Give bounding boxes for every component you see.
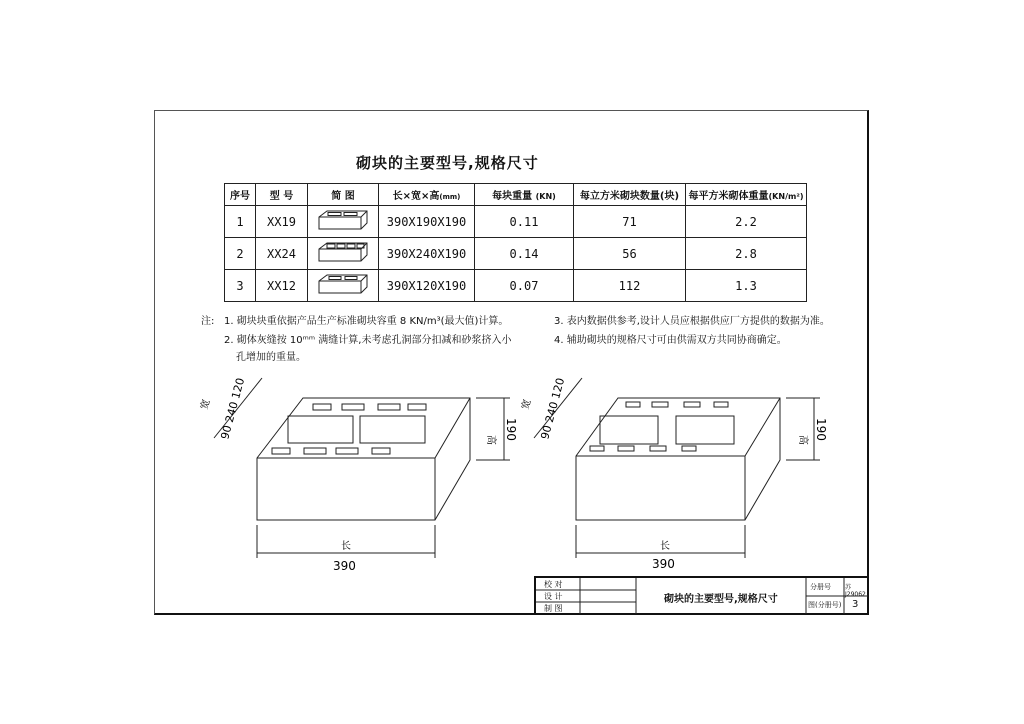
right-height-value: 190 [814, 418, 828, 441]
cell-area-weight: 1.3 [686, 270, 807, 302]
cell-size: 390X240X190 [379, 238, 475, 270]
note-2-cont: 孔增加的重量。 [236, 352, 306, 363]
cell-size: 390X190X190 [379, 206, 475, 238]
cell-weight: 0.07 [475, 270, 574, 302]
left-width-values: 90 240 120 [218, 376, 248, 441]
right-height-label: 高 [797, 435, 808, 445]
cell-model: XX12 [256, 270, 308, 302]
header-count: 每立方米砌块数量(块) [574, 184, 686, 206]
right-width-label: 宽 [520, 398, 534, 411]
left-length-value: 390 [333, 559, 356, 573]
right-length-value: 390 [652, 557, 675, 571]
left-length-label: 长 [341, 541, 351, 552]
right-length-label: 长 [660, 541, 670, 552]
left-height-value: 190 [504, 418, 518, 441]
title-block-page-label: 图(分册号) [808, 601, 842, 609]
right-width-values: 90 240 120 [538, 376, 568, 441]
header-no: 序号 [225, 184, 256, 206]
right-block-drawing [534, 378, 820, 558]
header-weight: 每块重量 (KN) [475, 184, 574, 206]
note-1: 1. 砌块块重依据产品生产标准砌块容重 8 KN/m³(最大值)计算。 [224, 316, 509, 327]
header-size: 长×宽×高(mm) [379, 184, 475, 206]
cell-weight: 0.14 [475, 238, 574, 270]
page-title: 砌块的主要型号,规格尺寸 [356, 154, 539, 172]
cell-count: 71 [574, 206, 686, 238]
title-block-checker: 校 对 [544, 580, 563, 589]
cell-no: 2 [225, 238, 256, 270]
note-4: 4. 辅助砌块的规格尺寸可由供需双方共同协商确定。 [554, 335, 787, 346]
left-width-label: 宽 [199, 398, 213, 411]
cell-no: 1 [225, 206, 256, 238]
cell-model: XX24 [256, 238, 308, 270]
title-block-designer: 设 计 [544, 592, 563, 601]
cell-area-weight: 2.2 [686, 206, 807, 238]
note-3: 3. 表内数据供参考,设计人员应根据供应厂方提供的数据为准。 [554, 316, 830, 327]
notes-label: 注: [201, 316, 215, 327]
cell-no: 3 [225, 270, 256, 302]
left-block-drawing [214, 378, 510, 558]
cell-count: 112 [574, 270, 686, 302]
left-height-label: 高 [485, 435, 496, 445]
title-block-drafter: 制 图 [544, 604, 563, 613]
title-block-set-value: 苏J29062 [845, 584, 866, 598]
title-block [534, 576, 868, 614]
note-2: 2. 砌体灰缝按 10ᵐᵐ 满缝计算,未考虑孔洞部分扣减和砂浆挤入小 [224, 335, 512, 346]
title-block-title: 砌块的主要型号,规格尺寸 [664, 594, 778, 605]
title-block-page-value: 3 [852, 599, 859, 610]
cell-count: 56 [574, 238, 686, 270]
header-model: 型 号 [256, 184, 308, 206]
header-sketch: 简 图 [308, 184, 379, 206]
cell-weight: 0.11 [475, 206, 574, 238]
cell-size: 390X120X190 [379, 270, 475, 302]
header-area-weight: 每平方米砌体重量(KN/m²) [686, 184, 807, 206]
cell-area-weight: 2.8 [686, 238, 807, 270]
cell-model: XX19 [256, 206, 308, 238]
title-block-set-label: 分册号 [810, 583, 831, 591]
